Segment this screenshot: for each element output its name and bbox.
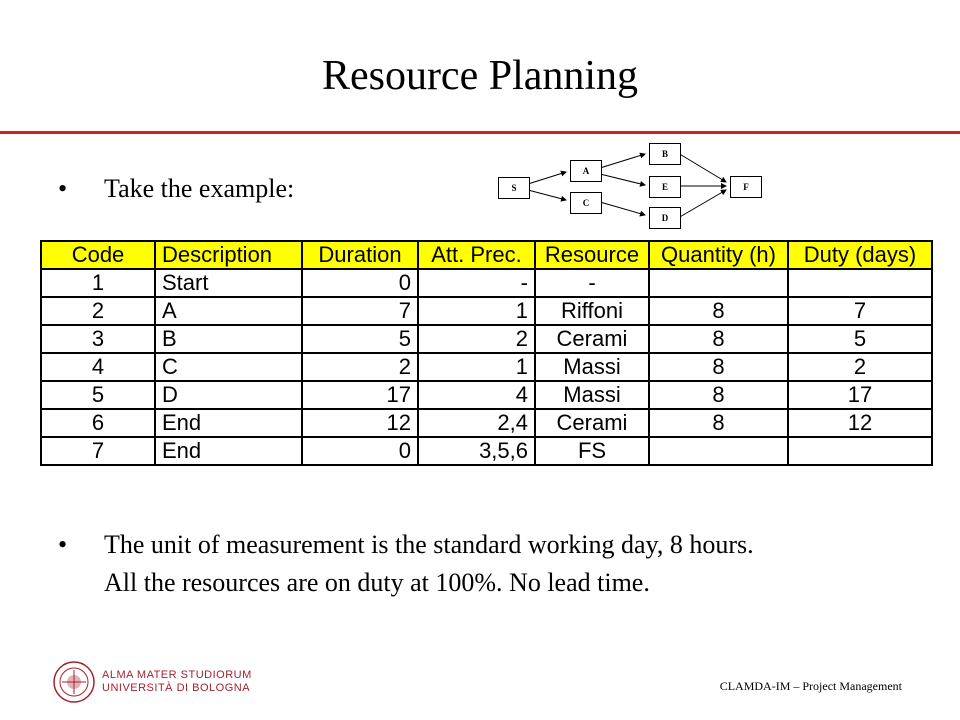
network-node-a: A (570, 160, 602, 182)
table-row (41, 409, 932, 437)
cell-quantity: 8 (649, 381, 788, 409)
cell-duration: 7 (302, 297, 418, 325)
cell-duty: 17 (788, 381, 932, 409)
cell-resource: Riffoni (535, 297, 649, 325)
table-row (41, 353, 932, 381)
cell-resource: FS (535, 437, 649, 465)
cell-att-prec: 2,4 (418, 409, 535, 437)
cell-code: 5 (41, 381, 155, 409)
cell-duty: 2 (788, 353, 932, 381)
bullet-2-line-1: The unit of measurement is the standard working day, 8 hours. (104, 530, 754, 559)
header-duration: Duration (302, 241, 418, 269)
network-diagram (490, 140, 780, 235)
cell-description: Start (155, 269, 302, 297)
table-row (41, 325, 932, 353)
header-quantity: Quantity (h) (649, 241, 788, 269)
cell-duration: 12 (302, 409, 418, 437)
cell-resource: - (535, 269, 649, 297)
cell-code: 4 (41, 353, 155, 381)
table-header-row (41, 241, 932, 269)
header-resource: Resource (535, 241, 649, 269)
cell-description: End (155, 437, 302, 465)
cell-duty (788, 437, 932, 465)
university-seal-icon (52, 660, 96, 704)
cell-resource: Massi (535, 381, 649, 409)
bullet-dot: • (58, 174, 68, 203)
cell-duration: 0 (302, 269, 418, 297)
cell-resource: Massi (535, 353, 649, 381)
cell-resource: Cerami (535, 325, 649, 353)
cell-duration: 17 (302, 381, 418, 409)
university-name-line-2: UNIVERSITÀ DI BOLOGNA (102, 682, 251, 694)
cell-att-prec: 3,5,6 (418, 437, 535, 465)
cell-code: 3 (41, 325, 155, 353)
cell-duration: 2 (302, 353, 418, 381)
network-node-s: S (498, 177, 530, 199)
cell-duty (788, 269, 932, 297)
cell-att-prec: 1 (418, 297, 535, 325)
cell-code: 6 (41, 409, 155, 437)
cell-quantity: 8 (649, 325, 788, 353)
title-divider (0, 131, 960, 134)
cell-duration: 0 (302, 437, 418, 465)
header-code: Code (41, 241, 155, 269)
table-row (41, 437, 932, 465)
resource-table (40, 240, 933, 466)
bullet-1-text: Take the example: (104, 174, 295, 203)
header-att-prec: Att. Prec. (418, 241, 535, 269)
cell-description: A (155, 297, 302, 325)
table-row (41, 297, 932, 325)
cell-description: D (155, 381, 302, 409)
cell-duty: 12 (788, 409, 932, 437)
table-row (41, 381, 932, 409)
cell-quantity: 8 (649, 297, 788, 325)
bullet-2-line-2: All the resources are on duty at 100%. No lead time. (104, 568, 650, 597)
header-description: Description (155, 241, 302, 269)
footer-course: CLAMDA-IM – Project Management (719, 679, 902, 693)
bullet-dot: • (58, 530, 68, 559)
cell-description: End (155, 409, 302, 437)
cell-att-prec: - (418, 269, 535, 297)
cell-duration: 5 (302, 325, 418, 353)
cell-att-prec: 4 (418, 381, 535, 409)
network-node-b: B (649, 143, 681, 165)
university-name-line-1: ALMA MATER STUDIORUM (102, 669, 252, 681)
cell-code: 7 (41, 437, 155, 465)
cell-duty: 7 (788, 297, 932, 325)
network-node-c: C (570, 192, 602, 214)
cell-code: 1 (41, 269, 155, 297)
cell-quantity (649, 437, 788, 465)
cell-description: B (155, 325, 302, 353)
table-row (41, 269, 932, 297)
cell-quantity: 8 (649, 353, 788, 381)
network-node-d: D (649, 207, 681, 229)
network-node-e: E (649, 176, 681, 198)
network-node-f: F (730, 176, 762, 198)
university-name (102, 669, 252, 695)
cell-att-prec: 1 (418, 353, 535, 381)
cell-att-prec: 2 (418, 325, 535, 353)
cell-code: 2 (41, 297, 155, 325)
cell-resource: Cerami (535, 409, 649, 437)
cell-duty: 5 (788, 325, 932, 353)
cell-quantity: 8 (649, 409, 788, 437)
cell-quantity (649, 269, 788, 297)
slide-title: Resource Planning (321, 53, 639, 99)
header-duty: Duty (days) (788, 241, 932, 269)
cell-description: C (155, 353, 302, 381)
